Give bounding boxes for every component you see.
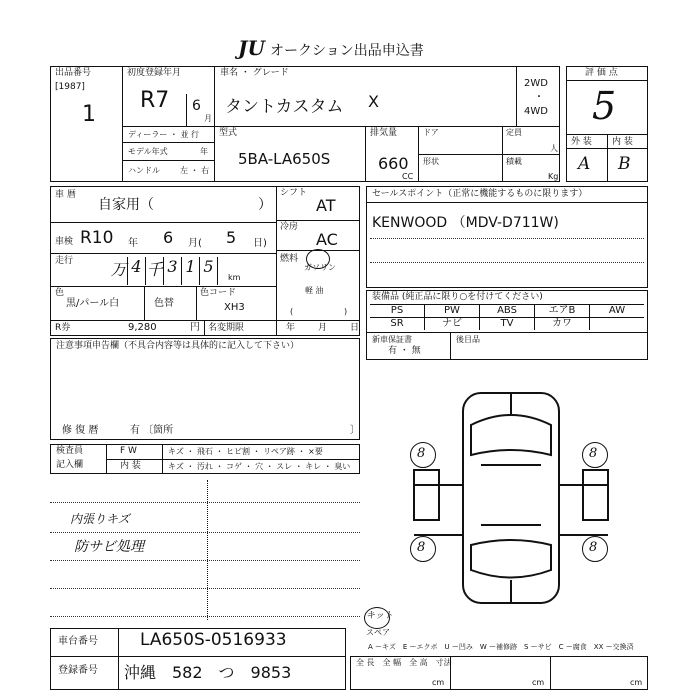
equipment-item xyxy=(590,318,644,330)
recycle-unit: 円 xyxy=(190,322,200,333)
dimension-unit: cm xyxy=(532,678,545,687)
inspection-day-unit: 日) xyxy=(253,238,267,249)
equipment-item: TV xyxy=(480,318,535,330)
inspection-label: 車検 xyxy=(55,237,74,247)
drive-4wd: 4WD xyxy=(524,106,548,117)
interior-label: 内 装 xyxy=(612,137,633,147)
first-reg-label: 初度登録年月 xyxy=(127,68,182,78)
reg-label: 登録番号 xyxy=(58,665,98,676)
equipment-item: ナビ xyxy=(425,318,480,330)
interior-check-label: 内 装 xyxy=(120,461,141,471)
model-label: 車名 ・ グレード xyxy=(220,68,289,78)
shift-label: シフト xyxy=(280,188,308,198)
brand-logo: JU xyxy=(238,36,265,60)
exterior-grade: A xyxy=(578,154,591,174)
type-label: 型式 xyxy=(219,128,238,138)
tire-mark-value: 8 xyxy=(417,446,426,461)
recycle-value: 9,280 xyxy=(128,322,157,333)
shape-label: 形状 xyxy=(423,157,439,166)
damage-legend: A ーキズ E ーエクボ U ー凹み W ー補修跡 S ーサビ C ー腐食 XX ー交換済 xyxy=(368,643,634,651)
car-diagram xyxy=(406,385,616,625)
history-label: 車 暦 xyxy=(55,190,76,200)
capacity-label: 定員 xyxy=(506,128,522,137)
reg-value: 沖縄 582 つ 9853 xyxy=(124,663,292,682)
warranty-label: 新車保証書 xyxy=(372,335,412,344)
tire-mark-value: 8 xyxy=(589,446,598,461)
fw-items: キズ ・ 飛石 ・ ヒビ割 ・ リペア跡 ・ ×要 xyxy=(168,447,323,456)
interior-grade: B xyxy=(618,154,631,174)
dimension-unit: cm xyxy=(432,678,445,687)
lot-code: [1987] xyxy=(55,82,85,92)
first-reg-month: 6 xyxy=(192,98,201,114)
dimension-legend: 全 長 全 幅 全 高 寸法 xyxy=(356,658,452,667)
exterior-label: 外 装 xyxy=(571,137,592,147)
grade-label: 評 価 点 xyxy=(585,68,618,78)
color-value: 黒/パール白 xyxy=(66,298,120,309)
drive-dot: ・ xyxy=(534,92,544,103)
inspection-year-unit: 年 xyxy=(128,238,138,249)
lot-label: 出品番号 xyxy=(55,68,92,78)
equipment-item: カワ xyxy=(535,318,590,330)
mileage-digit: 3 xyxy=(164,257,182,285)
sheet-title: オークション出品申込書 xyxy=(270,43,424,59)
mileage-label: 走行 xyxy=(55,256,74,266)
color-change-label: 色替 xyxy=(154,298,174,309)
repair-value: 有 〔箇所 xyxy=(130,425,174,436)
type-value: 5BA-LA650S xyxy=(238,150,331,168)
load-label: 積載 xyxy=(506,157,522,166)
history-value: 自家用（ xyxy=(98,197,154,213)
equipment-label: 装備品 (純正品に限り○を付けてください) xyxy=(372,292,543,302)
name-change-label: 名変期限 xyxy=(208,323,245,333)
mileage-digit: 1 xyxy=(182,257,200,285)
dealer-label: ディーラー ・ 並 行 xyxy=(128,130,199,139)
mileage-unit: km xyxy=(228,273,241,282)
chassis-value: LA650S-0516933 xyxy=(140,630,287,650)
displacement-value: 660 xyxy=(378,154,409,173)
sales-point-value: KENWOOD （MDV-D711W) xyxy=(372,215,559,231)
dimension-unit: cm xyxy=(630,678,643,687)
ac-label: 冷房 xyxy=(280,222,299,232)
chassis-label: 車台番号 xyxy=(58,636,98,647)
repair-label: 修 復 暦 xyxy=(62,425,99,436)
model-year-unit: 年 xyxy=(200,147,208,156)
model-name: タントカスタム xyxy=(225,97,344,117)
inspection-day: 5 xyxy=(226,228,237,247)
color-code-value: XH3 xyxy=(224,302,245,313)
displacement-label: 排気量 xyxy=(370,128,398,138)
spare-kit-label: キット xyxy=(366,611,393,621)
tire-mark-value: 8 xyxy=(589,540,598,555)
grade-value: X xyxy=(368,92,379,111)
name-change-unit: 年 xyxy=(286,323,296,333)
mileage-digit: 万 xyxy=(110,257,128,285)
sales-point-label: セールスポイント（正常に機能するものに限ります） xyxy=(372,189,588,199)
fuel-paren-open: ( xyxy=(290,307,294,316)
inspection-month: 6 xyxy=(163,228,174,247)
color-label: 色 xyxy=(55,288,65,298)
inspection-era: R10 xyxy=(80,228,114,248)
handle-value: 左 ・ 右 xyxy=(180,166,210,175)
equipment-grid xyxy=(370,304,644,330)
load-unit: Kg xyxy=(548,172,559,181)
fw-label: F W xyxy=(120,446,137,456)
repair-close: 〕 xyxy=(350,425,360,436)
name-change-unit: 月 xyxy=(318,323,328,333)
equipment-item: エアB xyxy=(535,305,590,317)
mileage-digit: 千 xyxy=(146,257,164,285)
ac-value: AC xyxy=(316,230,338,249)
lot-number: 1 xyxy=(82,102,96,127)
inspector-label: 検査員 xyxy=(56,446,84,456)
equipment-item: AW xyxy=(608,305,626,316)
shift-value: AT xyxy=(316,196,336,215)
fuel-label: 燃料 xyxy=(280,254,299,264)
overall-score: 5 xyxy=(592,84,617,128)
equipment-item: PW xyxy=(425,305,480,317)
drive-2wd: 2WD xyxy=(524,78,548,89)
first-reg-month-unit: 月 xyxy=(204,114,212,123)
equipment-item: PS xyxy=(370,305,425,317)
fuel-paren-close: ) xyxy=(344,307,348,316)
inspection-month-unit: 月( xyxy=(188,238,202,249)
equipment-item: SR xyxy=(370,318,425,330)
other-equipment-label: 後目品 xyxy=(456,335,480,344)
mileage-digit: 5 xyxy=(200,257,218,285)
mileage-digits xyxy=(110,257,218,285)
handle-label: ハンドル xyxy=(128,166,160,175)
equipment-item: ABS xyxy=(480,305,535,317)
entry-label: 記入欄 xyxy=(56,460,84,470)
recycle-label: R券 xyxy=(55,323,71,333)
door-label: ドア xyxy=(423,128,439,137)
interior-items: キズ ・ 汚れ ・ コゲ ・ 穴 ・ スレ ・ キレ ・ 臭い xyxy=(168,462,351,471)
fuel-diesel: 軽 油 xyxy=(305,286,324,295)
spare-sub-label: スペア xyxy=(366,628,390,637)
displacement-unit: CC xyxy=(402,172,414,181)
handwritten-note-1: 内張りキズ xyxy=(70,512,130,526)
history-close: ） xyxy=(258,197,272,213)
warranty-value: 有 ・ 無 xyxy=(388,346,421,356)
model-year-label: モデル年式 xyxy=(128,147,168,156)
handwritten-note-2: 防サビ処理 xyxy=(74,539,144,555)
fuel-gas: ガソリン xyxy=(304,263,336,272)
mileage-digit: 4 xyxy=(128,257,146,285)
color-code-label: 色コード xyxy=(200,288,237,298)
tire-mark-value: 8 xyxy=(417,540,426,555)
first-reg-year: R7 xyxy=(140,88,170,113)
capacity-unit: 人 xyxy=(550,144,558,153)
caution-label: 注意事項申告欄（不具合内容等は具体的に記入して下さい） xyxy=(56,341,300,351)
name-change-unit: 日 xyxy=(350,323,360,333)
